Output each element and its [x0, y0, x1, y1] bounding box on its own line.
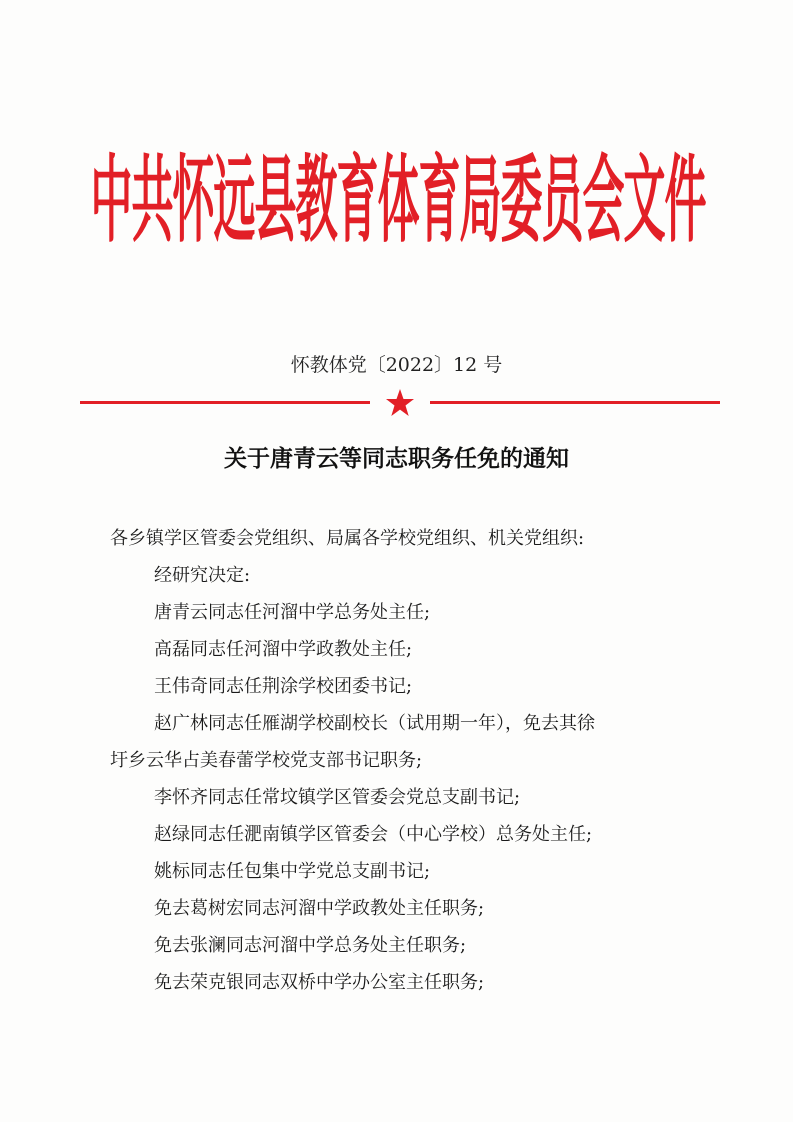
divider-rule-right [430, 401, 720, 404]
appointment-item: 王伟奇同志任荆涂学校团委书记; [154, 676, 413, 697]
intro-line: 经研究决定: [154, 565, 251, 586]
appointment-item: 赵绿同志任淝南镇学区管委会（中心学校）总务处主任; [154, 824, 593, 845]
appointment-item-continued: 圩乡云华占美春蕾学校党支部书记职务; [110, 750, 423, 771]
document-number: 怀教体党〔2022〕12 号 [290, 354, 503, 376]
appointment-item: 唐青云同志任河溜中学总务处主任; [154, 602, 431, 623]
notice-title: 关于唐青云等同志职务任免的通知 [224, 446, 569, 472]
masthead-title: 中共怀远县教育体育局委员会文件 [90, 144, 706, 255]
dismissal-item: 免去葛树宏同志河溜中学政教处主任职务; [154, 898, 485, 919]
dismissal-item: 免去张澜同志河溜中学总务处主任职务; [154, 935, 467, 956]
appointment-item: 姚标同志任包集中学党总支副书记; [154, 861, 431, 882]
divider-rule-left [80, 401, 370, 404]
appointment-item: 赵广林同志任雁湖学校副校长（试用期一年），免去其徐 [154, 713, 595, 734]
appointment-item: 高磊同志任河溜中学政教处主任; [154, 639, 413, 660]
star-icon [385, 388, 415, 418]
masthead [78, 136, 718, 266]
dismissal-item: 免去荣克银同志双桥中学办公室主任职务; [154, 972, 485, 993]
document-body [110, 520, 695, 1001]
red-divider [80, 388, 720, 418]
salutation: 各乡镇学区管委会党组织、局属各学校党组织、机关党组织: [110, 528, 585, 549]
appointment-item: 李怀齐同志任常坟镇学区管委会党总支副书记; [154, 787, 521, 808]
